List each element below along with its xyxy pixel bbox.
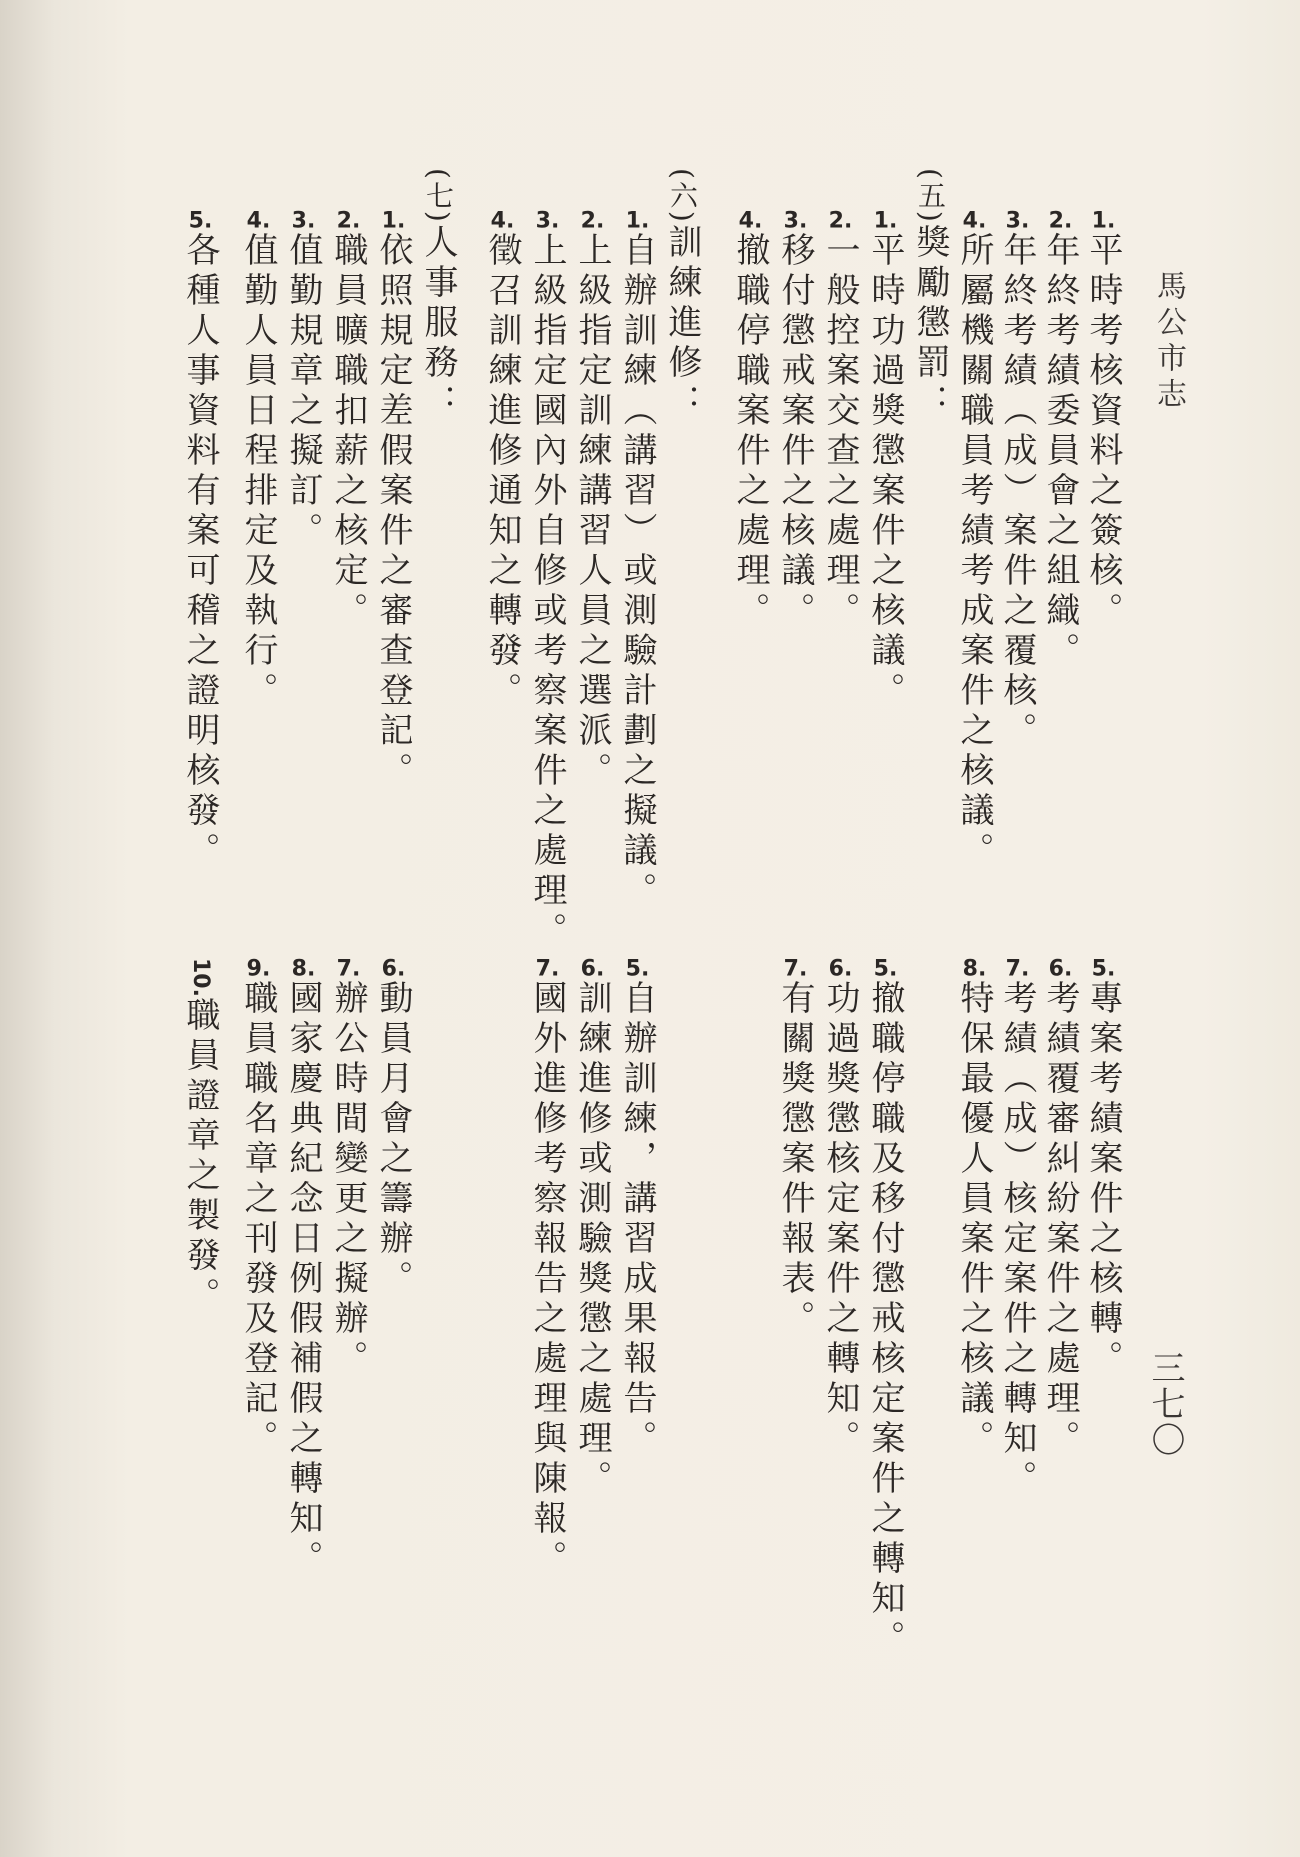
item-column-lower: 10.職員證章之製發。 [180,958,220,1317]
item-column-lower: 5.撤職停職及移付懲戒核定案件之轉知。 [865,958,905,1660]
item-column-lower: 6.動員月會之籌辦。 [373,958,413,1300]
item-column: 3.移付懲戒案件之核議。 [775,210,815,632]
item-column-lower: 6.訓練進修或測驗獎懲之處理。 [572,958,612,1500]
item-column: 3.上級指定國內外自修或考察案件之處理。 [527,210,567,952]
item-column: 2.一般控案交查之處理。 [820,210,860,632]
item-column: 1.平時考核資料之簽核。 [1083,210,1123,632]
item-column: 4.徵召訓練進修通知之轉發。 [482,210,522,712]
item-column: 3.值勤規章之擬訂。 [283,210,323,552]
item-column-lower: 8.特保最優人員案件之核議。 [954,958,994,1460]
page-number: 三七〇 [1145,1350,1185,1458]
book-title: 馬公市志 [1151,270,1186,414]
item-column: 5.各種人事資料有案可稽之證明核發。 [180,210,220,872]
item-column-lower: 7.國外進修考察報告之處理與陳報。 [527,958,567,1580]
item-column: 1.平時功過獎懲案件之核議。 [865,210,905,712]
item-column-lower: 5.自辦訓練，講習成果報告。 [617,958,657,1460]
item-column: 4.所屬機關職員考績考成案件之核議。 [954,210,994,872]
item-column: 4.值勤人員日程排定及執行。 [238,210,278,712]
item-column: 2.上級指定訓練講習人員之選派。 [572,210,612,792]
item-column: 1.依照規定差假案件之審查登記。 [373,210,413,792]
item-column-lower: 6.考績覆審糾紛案件之處理。 [1040,958,1080,1460]
item-column: 3.年終考績（成）案件之覆核。 [997,210,1037,752]
item-column: 2.職員曠職扣薪之核定。 [328,210,368,632]
item-column-lower: 7.考績（成）核定案件之轉知。 [997,958,1037,1500]
item-column: 4.撤職停職案件之處理。 [730,210,770,632]
bleed-through-texture [1090,180,1132,214]
item-column-lower: 8.國家慶典紀念日例假補假之轉知。 [283,958,323,1580]
section-heading: (七)人事服務： [418,168,458,424]
item-column-lower: 5.專案考績案件之核轉。 [1083,958,1123,1380]
item-column: 2.年終考績委員會之組織。 [1040,210,1080,672]
section-heading: (五)獎勵懲罰： [910,168,950,424]
item-column-lower: 7.辦公時間變更之擬辦。 [328,958,368,1380]
item-column: 1.自辦訓練（講習）或測驗計劃之擬議。 [617,210,657,912]
item-column-lower: 7.有關獎懲案件報表。 [775,958,815,1340]
section-heading: (六)訓練進修： [662,168,702,424]
item-column-lower: 6.功過獎懲核定案件之轉知。 [820,958,860,1460]
item-column-lower: 9.職員職名章之刊發及登記。 [238,958,278,1460]
